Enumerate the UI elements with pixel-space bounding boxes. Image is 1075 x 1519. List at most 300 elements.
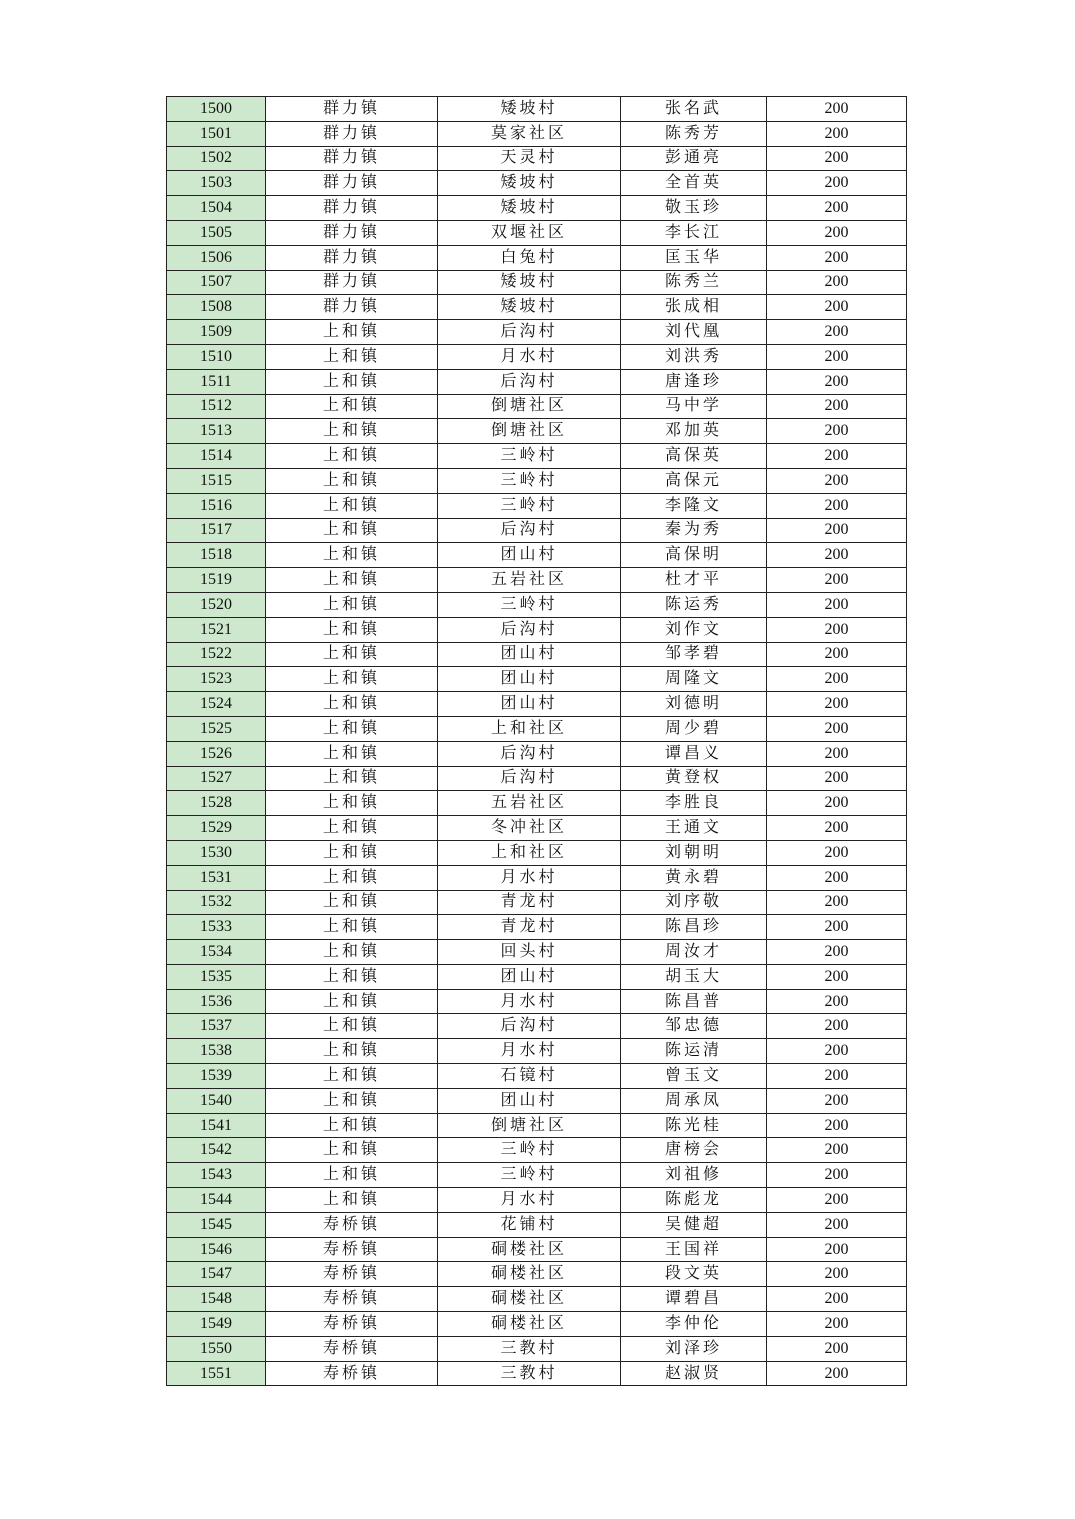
town-cell: 寿桥镇 (266, 1287, 438, 1312)
town-cell: 群力镇 (266, 171, 438, 196)
village-cell: 硐楼社区 (438, 1312, 621, 1337)
name-cell: 陈彪龙 (621, 1188, 767, 1213)
amount-cell: 200 (767, 1336, 907, 1361)
name-cell: 曾玉文 (621, 1064, 767, 1089)
name-cell: 吴健超 (621, 1212, 767, 1237)
name-cell: 黄登权 (621, 766, 767, 791)
table-row (167, 419, 907, 444)
row-number-cell: 1510 (167, 344, 266, 369)
amount-cell: 200 (767, 568, 907, 593)
table-row (167, 369, 907, 394)
row-number-cell: 1524 (167, 692, 266, 717)
name-cell: 胡玉大 (621, 964, 767, 989)
village-cell: 团山村 (438, 642, 621, 667)
row-number-cell: 1520 (167, 592, 266, 617)
town-cell: 上和镇 (266, 989, 438, 1014)
table-row (167, 220, 907, 245)
town-cell: 群力镇 (266, 196, 438, 221)
row-number-cell: 1512 (167, 394, 266, 419)
town-cell: 上和镇 (266, 964, 438, 989)
village-cell: 三岭村 (438, 1163, 621, 1188)
table-row (167, 320, 907, 345)
village-cell: 白兔村 (438, 245, 621, 270)
row-number-cell: 1519 (167, 568, 266, 593)
table-row (167, 146, 907, 171)
town-cell: 上和镇 (266, 1088, 438, 1113)
village-cell: 矮坡村 (438, 196, 621, 221)
table-row (167, 97, 907, 122)
name-cell: 陈运清 (621, 1039, 767, 1064)
amount-cell: 200 (767, 1088, 907, 1113)
village-cell: 矮坡村 (438, 295, 621, 320)
table-row (167, 196, 907, 221)
amount-cell: 200 (767, 1262, 907, 1287)
table-row (167, 171, 907, 196)
village-cell: 月水村 (438, 1188, 621, 1213)
row-number-cell: 1530 (167, 840, 266, 865)
amount-cell: 200 (767, 369, 907, 394)
name-cell: 唐榜会 (621, 1138, 767, 1163)
table-row (167, 741, 907, 766)
table-row (167, 444, 907, 469)
table-row (167, 1361, 907, 1386)
row-number-cell: 1535 (167, 964, 266, 989)
village-cell: 冬冲社区 (438, 816, 621, 841)
amount-cell: 200 (767, 146, 907, 171)
row-number-cell: 1527 (167, 766, 266, 791)
town-cell: 上和镇 (266, 1014, 438, 1039)
name-cell: 杜才平 (621, 568, 767, 593)
name-cell: 秦为秀 (621, 518, 767, 543)
row-number-cell: 1539 (167, 1064, 266, 1089)
data-table (166, 96, 907, 1386)
town-cell: 上和镇 (266, 816, 438, 841)
amount-cell: 200 (767, 518, 907, 543)
town-cell: 上和镇 (266, 518, 438, 543)
name-cell: 陈昌普 (621, 989, 767, 1014)
name-cell: 全首英 (621, 171, 767, 196)
table-row (167, 617, 907, 642)
row-number-cell: 1538 (167, 1039, 266, 1064)
row-number-cell: 1546 (167, 1237, 266, 1262)
village-cell: 莫家社区 (438, 121, 621, 146)
row-number-cell: 1517 (167, 518, 266, 543)
amount-cell: 200 (767, 667, 907, 692)
town-cell: 上和镇 (266, 394, 438, 419)
town-cell: 上和镇 (266, 493, 438, 518)
town-cell: 上和镇 (266, 568, 438, 593)
village-cell: 硐楼社区 (438, 1237, 621, 1262)
row-number-cell: 1501 (167, 121, 266, 146)
name-cell: 周承凤 (621, 1088, 767, 1113)
table-body (167, 97, 907, 1386)
name-cell: 周少碧 (621, 716, 767, 741)
row-number-cell: 1507 (167, 270, 266, 295)
row-number-cell: 1543 (167, 1163, 266, 1188)
village-cell: 团山村 (438, 964, 621, 989)
row-number-cell: 1523 (167, 667, 266, 692)
village-cell: 月水村 (438, 989, 621, 1014)
town-cell: 上和镇 (266, 940, 438, 965)
row-number-cell: 1515 (167, 468, 266, 493)
row-number-cell: 1505 (167, 220, 266, 245)
table-row (167, 865, 907, 890)
amount-cell: 200 (767, 865, 907, 890)
row-number-cell: 1548 (167, 1287, 266, 1312)
town-cell: 上和镇 (266, 1138, 438, 1163)
table-row (167, 518, 907, 543)
name-cell: 高保元 (621, 468, 767, 493)
table-row (167, 642, 907, 667)
name-cell: 邹忠德 (621, 1014, 767, 1039)
village-cell: 五岩社区 (438, 791, 621, 816)
town-cell: 群力镇 (266, 146, 438, 171)
name-cell: 陈昌珍 (621, 915, 767, 940)
table-row (167, 816, 907, 841)
town-cell: 寿桥镇 (266, 1212, 438, 1237)
table-row (167, 766, 907, 791)
town-cell: 寿桥镇 (266, 1361, 438, 1386)
amount-cell: 200 (767, 196, 907, 221)
name-cell: 王通文 (621, 816, 767, 841)
table-row (167, 1039, 907, 1064)
name-cell: 刘序敬 (621, 890, 767, 915)
table-row (167, 1014, 907, 1039)
table-row (167, 394, 907, 419)
name-cell: 黄永碧 (621, 865, 767, 890)
table-row (167, 245, 907, 270)
village-cell: 青龙村 (438, 890, 621, 915)
town-cell: 寿桥镇 (266, 1237, 438, 1262)
row-number-cell: 1528 (167, 791, 266, 816)
amount-cell: 200 (767, 741, 907, 766)
town-cell: 上和镇 (266, 369, 438, 394)
name-cell: 唐逢珍 (621, 369, 767, 394)
village-cell: 后沟村 (438, 369, 621, 394)
row-number-cell: 1536 (167, 989, 266, 1014)
row-number-cell: 1526 (167, 741, 266, 766)
village-cell: 矮坡村 (438, 270, 621, 295)
name-cell: 刘祖修 (621, 1163, 767, 1188)
row-number-cell: 1503 (167, 171, 266, 196)
village-cell: 月水村 (438, 1039, 621, 1064)
amount-cell: 200 (767, 344, 907, 369)
village-cell: 回头村 (438, 940, 621, 965)
amount-cell: 200 (767, 1361, 907, 1386)
name-cell: 周汝才 (621, 940, 767, 965)
name-cell: 彭通亮 (621, 146, 767, 171)
amount-cell: 200 (767, 245, 907, 270)
town-cell: 上和镇 (266, 865, 438, 890)
row-number-cell: 1537 (167, 1014, 266, 1039)
name-cell: 谭碧昌 (621, 1287, 767, 1312)
town-cell: 上和镇 (266, 592, 438, 617)
name-cell: 李隆文 (621, 493, 767, 518)
village-cell: 上和社区 (438, 840, 621, 865)
row-number-cell: 1502 (167, 146, 266, 171)
village-cell: 矮坡村 (438, 97, 621, 122)
village-cell: 月水村 (438, 865, 621, 890)
name-cell: 刘作文 (621, 617, 767, 642)
town-cell: 上和镇 (266, 1163, 438, 1188)
town-cell: 上和镇 (266, 419, 438, 444)
table-row (167, 1188, 907, 1213)
amount-cell: 200 (767, 493, 907, 518)
table-row (167, 1287, 907, 1312)
row-number-cell: 1550 (167, 1336, 266, 1361)
name-cell: 王国祥 (621, 1237, 767, 1262)
village-cell: 后沟村 (438, 518, 621, 543)
row-number-cell: 1541 (167, 1113, 266, 1138)
row-number-cell: 1500 (167, 97, 266, 122)
village-cell: 团山村 (438, 543, 621, 568)
row-number-cell: 1529 (167, 816, 266, 841)
amount-cell: 200 (767, 1113, 907, 1138)
amount-cell: 200 (767, 394, 907, 419)
table-row (167, 592, 907, 617)
table-row (167, 791, 907, 816)
row-number-cell: 1522 (167, 642, 266, 667)
table-row (167, 989, 907, 1014)
name-cell: 高保英 (621, 444, 767, 469)
amount-cell: 200 (767, 419, 907, 444)
row-number-cell: 1545 (167, 1212, 266, 1237)
name-cell: 刘朝明 (621, 840, 767, 865)
name-cell: 刘泽珍 (621, 1336, 767, 1361)
amount-cell: 200 (767, 1287, 907, 1312)
amount-cell: 200 (767, 1039, 907, 1064)
amount-cell: 200 (767, 270, 907, 295)
name-cell: 周隆文 (621, 667, 767, 692)
name-cell: 高保明 (621, 543, 767, 568)
row-number-cell: 1551 (167, 1361, 266, 1386)
table-row (167, 344, 907, 369)
village-cell: 三岭村 (438, 444, 621, 469)
village-cell: 团山村 (438, 1088, 621, 1113)
town-cell: 上和镇 (266, 692, 438, 717)
village-cell: 后沟村 (438, 766, 621, 791)
town-cell: 群力镇 (266, 121, 438, 146)
town-cell: 群力镇 (266, 97, 438, 122)
amount-cell: 200 (767, 642, 907, 667)
data-table-container (166, 96, 906, 1386)
amount-cell: 200 (767, 766, 907, 791)
name-cell: 陈光桂 (621, 1113, 767, 1138)
table-row (167, 667, 907, 692)
town-cell: 群力镇 (266, 270, 438, 295)
village-cell: 石镜村 (438, 1064, 621, 1089)
table-row (167, 1212, 907, 1237)
village-cell: 五岩社区 (438, 568, 621, 593)
table-row (167, 915, 907, 940)
amount-cell: 200 (767, 171, 907, 196)
village-cell: 硐楼社区 (438, 1262, 621, 1287)
row-number-cell: 1544 (167, 1188, 266, 1213)
table-row (167, 121, 907, 146)
name-cell: 段文英 (621, 1262, 767, 1287)
table-row (167, 1262, 907, 1287)
table-row (167, 1064, 907, 1089)
row-number-cell: 1525 (167, 716, 266, 741)
name-cell: 刘德明 (621, 692, 767, 717)
village-cell: 青龙村 (438, 915, 621, 940)
row-number-cell: 1518 (167, 543, 266, 568)
amount-cell: 200 (767, 890, 907, 915)
table-row (167, 1138, 907, 1163)
amount-cell: 200 (767, 1188, 907, 1213)
amount-cell: 200 (767, 816, 907, 841)
village-cell: 后沟村 (438, 320, 621, 345)
table-row (167, 692, 907, 717)
table-row (167, 964, 907, 989)
village-cell: 上和社区 (438, 716, 621, 741)
amount-cell: 200 (767, 1064, 907, 1089)
town-cell: 上和镇 (266, 667, 438, 692)
amount-cell: 200 (767, 121, 907, 146)
town-cell: 上和镇 (266, 1113, 438, 1138)
name-cell: 马中学 (621, 394, 767, 419)
table-row (167, 493, 907, 518)
name-cell: 刘代凰 (621, 320, 767, 345)
amount-cell: 200 (767, 1014, 907, 1039)
name-cell: 邓加英 (621, 419, 767, 444)
village-cell: 后沟村 (438, 1014, 621, 1039)
town-cell: 上和镇 (266, 1064, 438, 1089)
town-cell: 上和镇 (266, 1039, 438, 1064)
table-row (167, 940, 907, 965)
amount-cell: 200 (767, 791, 907, 816)
row-number-cell: 1542 (167, 1138, 266, 1163)
name-cell: 张成相 (621, 295, 767, 320)
village-cell: 倒塘社区 (438, 394, 621, 419)
amount-cell: 200 (767, 543, 907, 568)
amount-cell: 200 (767, 1138, 907, 1163)
amount-cell: 200 (767, 97, 907, 122)
name-cell: 刘洪秀 (621, 344, 767, 369)
table-row (167, 1237, 907, 1262)
name-cell: 陈秀兰 (621, 270, 767, 295)
amount-cell: 200 (767, 1212, 907, 1237)
town-cell: 上和镇 (266, 766, 438, 791)
row-number-cell: 1514 (167, 444, 266, 469)
row-number-cell: 1516 (167, 493, 266, 518)
row-number-cell: 1511 (167, 369, 266, 394)
town-cell: 寿桥镇 (266, 1336, 438, 1361)
name-cell: 匡玉华 (621, 245, 767, 270)
amount-cell: 200 (767, 1163, 907, 1188)
table-row (167, 568, 907, 593)
table-row (167, 890, 907, 915)
village-cell: 团山村 (438, 667, 621, 692)
town-cell: 上和镇 (266, 716, 438, 741)
amount-cell: 200 (767, 692, 907, 717)
village-cell: 矮坡村 (438, 171, 621, 196)
row-number-cell: 1534 (167, 940, 266, 965)
row-number-cell: 1531 (167, 865, 266, 890)
amount-cell: 200 (767, 716, 907, 741)
row-number-cell: 1504 (167, 196, 266, 221)
amount-cell: 200 (767, 989, 907, 1014)
town-cell: 上和镇 (266, 741, 438, 766)
table-row (167, 295, 907, 320)
town-cell: 群力镇 (266, 295, 438, 320)
name-cell: 陈秀芳 (621, 121, 767, 146)
table-row (167, 1336, 907, 1361)
name-cell: 李胜良 (621, 791, 767, 816)
village-cell: 三岭村 (438, 493, 621, 518)
town-cell: 寿桥镇 (266, 1312, 438, 1337)
row-number-cell: 1513 (167, 419, 266, 444)
town-cell: 上和镇 (266, 344, 438, 369)
row-number-cell: 1508 (167, 295, 266, 320)
table-row (167, 468, 907, 493)
amount-cell: 200 (767, 840, 907, 865)
table-row (167, 543, 907, 568)
amount-cell: 200 (767, 295, 907, 320)
name-cell: 邹孝碧 (621, 642, 767, 667)
table-row (167, 1163, 907, 1188)
town-cell: 上和镇 (266, 890, 438, 915)
village-cell: 月水村 (438, 344, 621, 369)
village-cell: 三岭村 (438, 1138, 621, 1163)
amount-cell: 200 (767, 1237, 907, 1262)
village-cell: 团山村 (438, 692, 621, 717)
row-number-cell: 1521 (167, 617, 266, 642)
town-cell: 群力镇 (266, 220, 438, 245)
name-cell: 敬玉珍 (621, 196, 767, 221)
amount-cell: 200 (767, 617, 907, 642)
town-cell: 上和镇 (266, 791, 438, 816)
town-cell: 群力镇 (266, 245, 438, 270)
town-cell: 上和镇 (266, 1188, 438, 1213)
amount-cell: 200 (767, 220, 907, 245)
row-number-cell: 1549 (167, 1312, 266, 1337)
amount-cell: 200 (767, 468, 907, 493)
row-number-cell: 1532 (167, 890, 266, 915)
amount-cell: 200 (767, 444, 907, 469)
village-cell: 花铺村 (438, 1212, 621, 1237)
name-cell: 谭昌义 (621, 741, 767, 766)
row-number-cell: 1506 (167, 245, 266, 270)
village-cell: 三岭村 (438, 468, 621, 493)
village-cell: 三岭村 (438, 592, 621, 617)
table-row (167, 1088, 907, 1113)
amount-cell: 200 (767, 1312, 907, 1337)
amount-cell: 200 (767, 592, 907, 617)
village-cell: 后沟村 (438, 741, 621, 766)
name-cell: 李长江 (621, 220, 767, 245)
amount-cell: 200 (767, 940, 907, 965)
town-cell: 上和镇 (266, 840, 438, 865)
name-cell: 陈运秀 (621, 592, 767, 617)
table-row (167, 1113, 907, 1138)
row-number-cell: 1547 (167, 1262, 266, 1287)
town-cell: 上和镇 (266, 642, 438, 667)
row-number-cell: 1509 (167, 320, 266, 345)
amount-cell: 200 (767, 915, 907, 940)
table-row (167, 1312, 907, 1337)
name-cell: 张名武 (621, 97, 767, 122)
village-cell: 天灵村 (438, 146, 621, 171)
table-row (167, 716, 907, 741)
town-cell: 上和镇 (266, 468, 438, 493)
amount-cell: 200 (767, 964, 907, 989)
name-cell: 李仲伦 (621, 1312, 767, 1337)
village-cell: 倒塘社区 (438, 419, 621, 444)
table-row (167, 270, 907, 295)
row-number-cell: 1540 (167, 1088, 266, 1113)
row-number-cell: 1533 (167, 915, 266, 940)
